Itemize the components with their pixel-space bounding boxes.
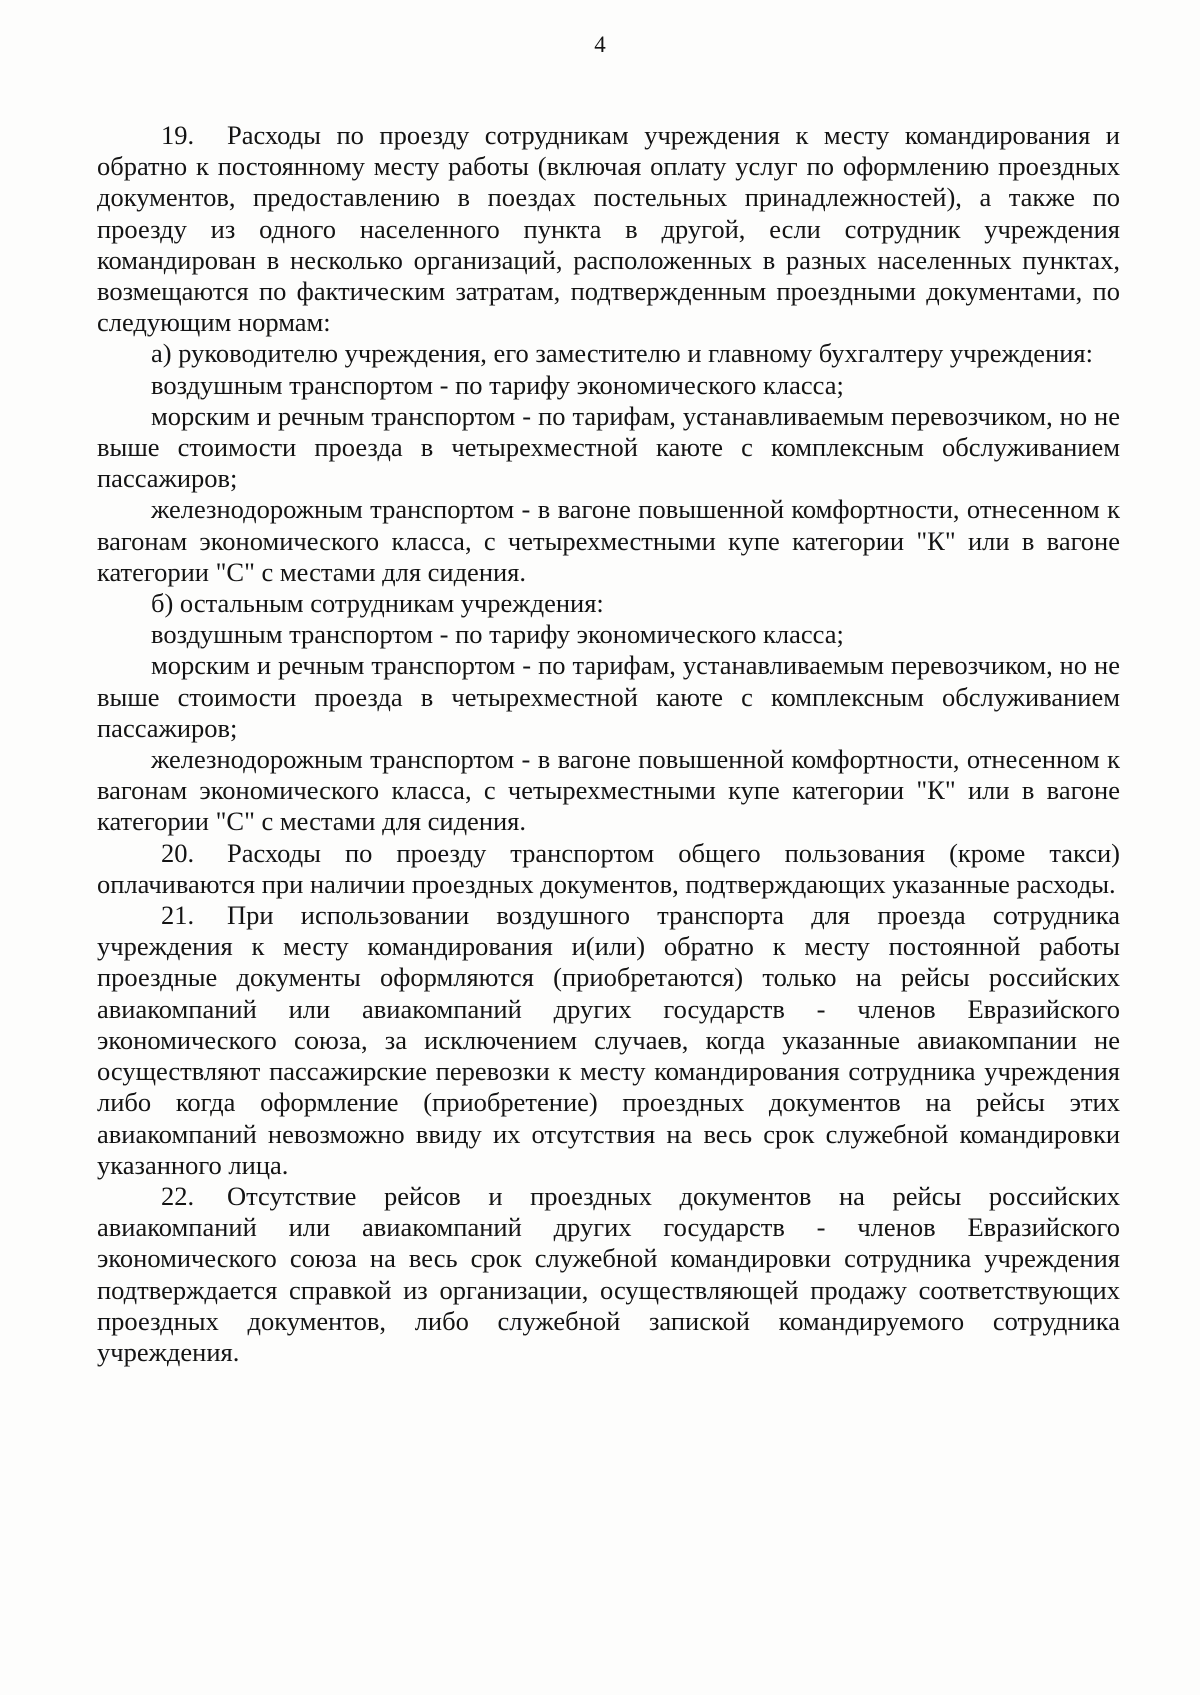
page-number: 4: [594, 32, 606, 57]
paragraph-text: воздушным транспортом - по тарифу экономического класса;: [151, 619, 844, 650]
paragraph-text: При использовании воздушного транспорта для проезда сотрудника учреждения к месту командирования и(или) обратно к месту постоянной работы проездные документы оформляются (приобретаются) только на рейсы российских авиакомпаний или авиакомпаний других государств - членов Евразийского экономического союза, за исключением случаев, когда указанные авиакомпании не осуществляют пассажирские перевозки к месту командирования сотрудника учреждения либо когда оформление (приобретение) проездных документов на рейсы этих авиакомпаний невозможно ввиду их отсутствия на весь срок служебной командировки указанного лица.: [97, 900, 1120, 1180]
paragraph-a-air: [97, 370, 1120, 401]
paragraph-21: [97, 900, 1120, 1181]
paragraph-text: б) остальным сотрудникам учреждения:: [151, 588, 604, 619]
paragraph-text: Расходы по проезду транспортом общего пользования (кроме такси) оплачиваются при наличии проездных документов, подтверждающих указанные расходы.: [97, 837, 1120, 899]
paragraph-text: а) руководителю учреждения, его заместителю и главному бухгалтеру учреждения:: [151, 338, 1093, 369]
paragraph-a-sea: [97, 401, 1120, 495]
paragraph-b-air: [97, 619, 1120, 650]
paragraph-text: воздушным транспортом - по тарифу экономического класса;: [151, 369, 844, 400]
paragraph-b-sea: [97, 650, 1120, 744]
paragraph-text: Расходы по проезду сотрудникам учреждения к месту командирования и обратно к постоянному месту работы (включая оплату услуг по оформлению проездных документов, предоставлению в поездах постельных принадлежностей), а также по проезду из одного населенного пункта в другой, если сотрудник учреждения командирован в несколько организаций, расположенных в разных населенных пунктах, возмещаются по фактическим затратам, подтвержденным проездными документами, по следующим нормам:: [97, 120, 1120, 338]
paragraph-number: 19.: [161, 120, 195, 150]
paragraph-a-rail: [97, 494, 1120, 588]
paragraph-b-rail: [97, 744, 1120, 838]
paragraph-20: [97, 838, 1120, 900]
paragraph-b-heading: [97, 588, 1120, 619]
paragraph-19: [97, 120, 1120, 338]
document-body: [97, 120, 1120, 1368]
paragraph-text: железнодорожным транспортом - в вагоне повышенной комфортности, отнесенном к вагонам экономического класса, с четырехместными купе категории "К" или в вагоне категории "С" с местами для сидения.: [97, 744, 1120, 837]
paragraph-text: Отсутствие рейсов и проездных документов на рейсы российских авиакомпаний или авиакомпаний других государств - членов Евразийского экономического союза на весь срок служебной командировки сотрудника учреждения подтверждается справкой из организации, осуществляющей продажу соответствующих проездных документов, либо служебной запиской командируемого сотрудника учреждения.: [97, 1180, 1120, 1367]
paragraph-number: 22.: [161, 1180, 195, 1211]
paragraph-text: морским и речным транспортом - по тарифам, устанавливаемым перевозчиком, но не выше стоимости проезда в четырехместной каюте с комплексным обслуживанием пассажиров;: [97, 650, 1120, 743]
paragraph-text: железнодорожным транспортом - в вагоне повышенной комфортности, отнесенном к вагонам экономического класса, с четырехместными купе категории "К" или в вагоне категории "С" с местами для сидения.: [97, 494, 1120, 587]
paragraph-number: 21.: [161, 900, 195, 931]
paragraph-22: [97, 1181, 1120, 1368]
paragraph-a-heading: [97, 338, 1120, 369]
paragraph-text: морским и речным транспортом - по тарифам, устанавливаемым перевозчиком, но не выше стоимости проезда в четырехместной каюте с комплексным обслуживанием пассажиров;: [97, 400, 1120, 494]
paragraph-number: 20.: [161, 837, 195, 868]
